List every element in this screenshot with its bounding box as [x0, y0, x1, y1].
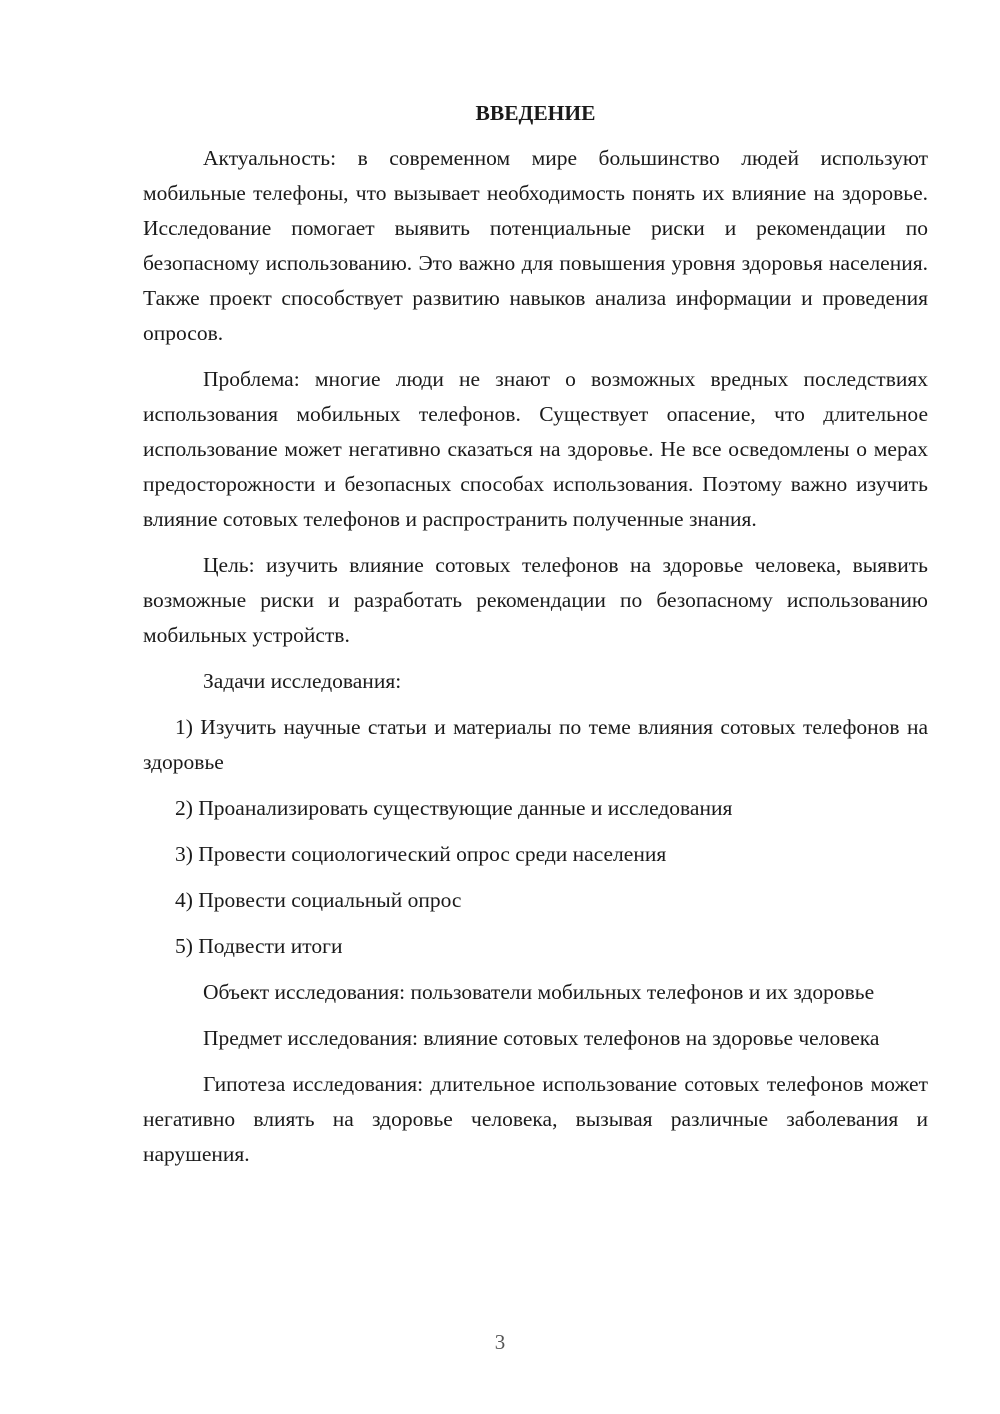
- task-item: 5) Подвести итоги: [175, 934, 343, 958]
- task-item: 2) Проанализировать существующие данные и исследования: [175, 796, 733, 820]
- tasks-heading: Задачи исследования:: [203, 669, 402, 693]
- task-item: 4) Провести социальный опрос: [175, 888, 462, 912]
- tasks-list: [143, 710, 928, 964]
- document-page: [143, 96, 928, 1183]
- section-title: ВВЕДЕНИЕ: [475, 101, 596, 125]
- task-item: 1) Изучить научные статьи и материалы по теме влияния сотовых телефонов на здоровье: [143, 715, 928, 774]
- page-number: 3: [494, 1330, 506, 1354]
- goal-paragraph: Цель: изучить влияние сотовых телефонов на здоровье человека, выявить возможные риски и разработать рекомендации по безопасному использованию мобильных устройств.: [143, 553, 928, 647]
- task-item: 3) Провести социологический опрос среди населения: [175, 842, 667, 866]
- subject-paragraph: Предмет исследования: влияние сотовых телефонов на здоровье человека: [203, 1026, 880, 1050]
- hypothesis-paragraph: Гипотеза исследования: длительное использование сотовых телефонов может негативно влиять на здоровье человека, вызывая различные заболевания и нарушения.: [143, 1072, 928, 1166]
- relevance-paragraph: Актуальность: в современном мире большинство людей используют мобильные телефоны, что вызывает необходимость понять их влияние на здоровье. Исследование помогает выявить потенциальные риски и рекомендации по безопасному использованию. Это важно для повышения уровня здоровья населения. Также проект способствует развитию навыков анализа информации и проведения опросов.: [143, 146, 928, 345]
- problem-paragraph: Проблема: многие люди не знают о возможных вредных последствиях использования мобильных телефонов. Существует опасение, что длительное использование может негативно сказаться на здоровье. Не все осведомлены о мерах предосторожности и безопасных способах использования. Поэтому важно изучить влияние сотовых телефонов и распространить полученные знания.: [143, 367, 928, 531]
- object-paragraph: Объект исследования: пользователи мобильных телефонов и их здоровье: [203, 980, 875, 1004]
